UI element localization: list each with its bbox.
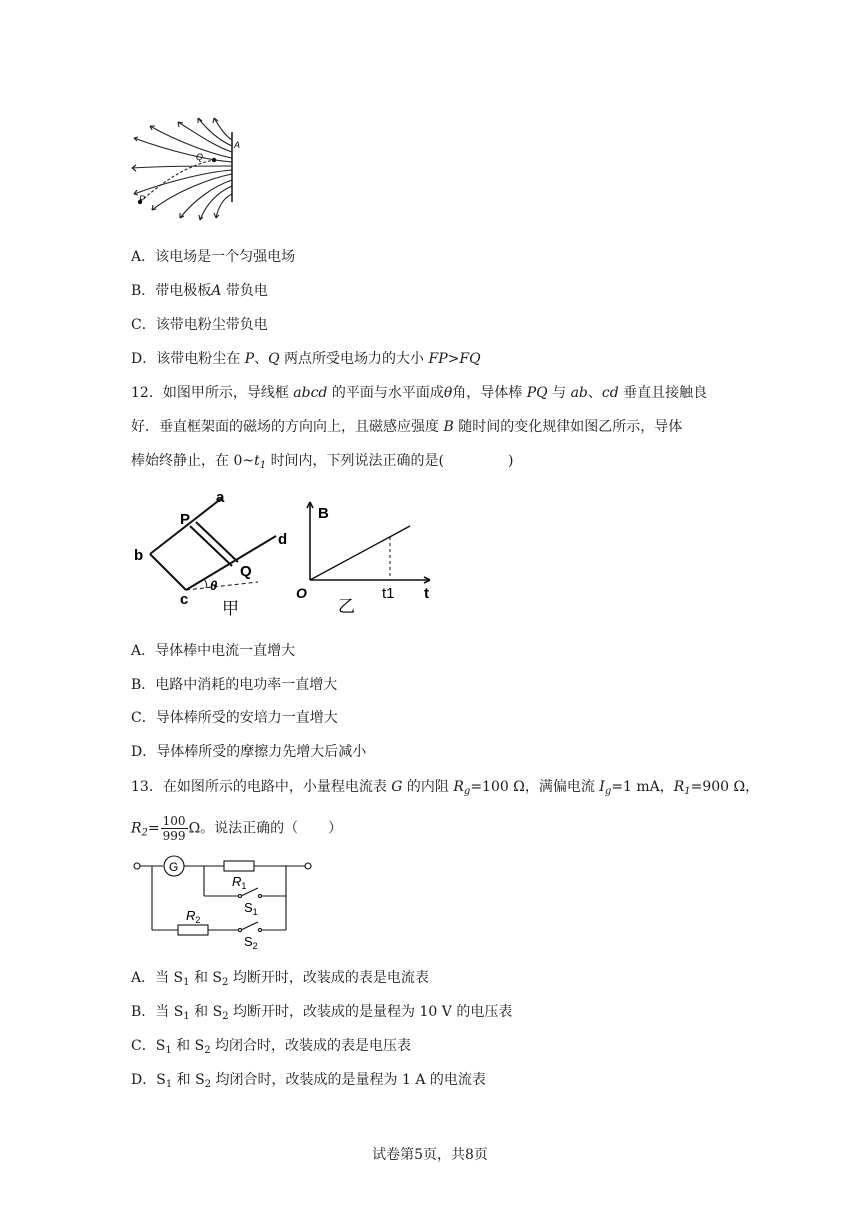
caption-yi: 乙 (338, 597, 355, 616)
var: PQ (526, 385, 548, 401)
text: 均闭合时，改装成的表是电压表 (215, 1038, 412, 1054)
sub: g (604, 786, 612, 797)
text: 、 (587, 385, 602, 401)
sub: 1 (165, 1045, 172, 1056)
q13-stem-line1 (131, 777, 759, 797)
point-p-label: P (139, 194, 146, 204)
text: 13．在如图所示的电路中，小量程电流表 (131, 779, 387, 795)
sub: 2 (204, 1079, 212, 1090)
q12-option-d: D．导体棒所受的摩擦力先增大后减小 (131, 744, 367, 760)
q12-option-b: B．电路中消耗的电功率一直增大 (131, 677, 338, 693)
label-b: b (134, 547, 144, 564)
text: =100 Ω，满偏电流 (470, 779, 595, 795)
text: 与 (552, 385, 567, 401)
text: 和 S (176, 1072, 205, 1088)
text: 带负电 (225, 283, 268, 299)
var: I (599, 779, 605, 795)
q13-option-b (131, 1002, 512, 1022)
text: 随时间的变化规律如图乙所示，导体 (458, 419, 683, 435)
numerator: 100 (162, 814, 186, 828)
q12-option-a: A．导体棒中电流一直增大 (131, 643, 296, 659)
s1: S (244, 900, 253, 915)
q11-option-b (131, 281, 268, 301)
fraction (161, 814, 188, 843)
text: 好．垂直框架面的磁场的方向向上，且磁感应强度 (131, 419, 439, 435)
text: 的平面与水平面成 (331, 385, 444, 401)
text: 时间内，下列说法正确的是( (270, 453, 445, 469)
q12-stem-line1 (131, 383, 707, 403)
sub: 1 (684, 786, 691, 797)
r2-sub: 2 (195, 915, 201, 925)
text: 和 S (193, 970, 223, 986)
q11-option-c: C．该带电粉尘带负电 (131, 317, 268, 333)
label-d: d (278, 531, 288, 548)
r2-label (186, 908, 200, 925)
expr: FP>FQ (428, 351, 481, 367)
var: G (391, 779, 403, 795)
electric-field-figure (128, 116, 240, 228)
var: B (443, 419, 454, 435)
denominator: 999 (162, 829, 186, 843)
q12-option-c: C．导体棒所受的安培力一直增大 (131, 710, 338, 726)
axis-b-label: B (318, 505, 329, 522)
text: 角，导体棒 (452, 385, 523, 401)
axis-t-label: t (424, 585, 429, 602)
text: 均闭合时，改装成的是量程为 1 A 的电流表 (215, 1072, 486, 1088)
q13-stem-line2 (131, 814, 342, 843)
text: =900 Ω， (690, 779, 760, 795)
s2-sub: 2 (252, 941, 258, 951)
var: t (254, 453, 260, 469)
text: A．当 S (131, 970, 184, 986)
text: B．当 S (131, 1004, 184, 1020)
s2: S (244, 934, 253, 949)
t1-t: t (382, 585, 387, 602)
q12-figure-jia (128, 486, 292, 620)
label-a: a (216, 489, 225, 506)
page-footer: 试卷第5页，共8页 (372, 1147, 488, 1163)
sub: g (463, 786, 471, 797)
text: 均断开时，改装成的表是电流表 (232, 970, 429, 986)
r1: R (232, 874, 242, 889)
label-theta: θ (210, 578, 218, 593)
q13-option-d (131, 1070, 486, 1090)
text: ） (328, 820, 343, 837)
s2-label (244, 934, 258, 951)
var: abcd (293, 385, 328, 401)
text: C．S (131, 1038, 166, 1054)
var: R (131, 820, 142, 837)
origin-label: O (296, 585, 307, 601)
text: = (147, 820, 160, 837)
sub: 2 (141, 827, 148, 839)
text: D．S (131, 1072, 166, 1088)
text: 两点所受电场力的大小 (284, 351, 425, 367)
q12-stem-line3 (131, 451, 514, 471)
sub: 1 (259, 460, 267, 471)
sub: 2 (204, 1045, 211, 1056)
point-q-label: Q (196, 152, 204, 162)
s1-sub: 1 (252, 907, 258, 917)
text: 棒始终静止，在 0~ (131, 453, 255, 469)
text: B．带电极板 (131, 283, 212, 299)
text: 的内阻 (406, 779, 449, 795)
r1-label (232, 874, 246, 891)
text: Ω。说法正确的（ (188, 820, 299, 837)
text: 、 (254, 351, 269, 367)
q13-circuit-figure (128, 850, 320, 954)
q12-figure-yi (292, 496, 438, 620)
label-p: P (180, 511, 191, 528)
q11-option-d (131, 349, 481, 369)
var: ab (570, 385, 588, 401)
var: P (244, 351, 255, 367)
text: 和 S (194, 1004, 223, 1020)
caption-jia: 甲 (222, 599, 239, 618)
q13-option-a (131, 968, 429, 988)
q13-option-c (131, 1036, 411, 1056)
sub: 2 (222, 1011, 229, 1022)
text: 12．如图甲所示，导线框 (131, 385, 289, 401)
var: A (211, 283, 222, 299)
var: cd (601, 385, 619, 401)
var: Q (268, 351, 280, 367)
t1-sub: 1 (386, 585, 395, 602)
text: 和 S (176, 1038, 205, 1054)
galvanometer-label: G (169, 860, 179, 874)
var: θ (443, 385, 453, 401)
label-c: c (180, 591, 189, 608)
var: R (453, 779, 464, 795)
r1-sub: 1 (241, 881, 247, 891)
text: 垂直且接触良 (623, 385, 708, 401)
var: R (673, 779, 685, 795)
t1-label (382, 585, 395, 602)
sub: 1 (183, 1011, 190, 1022)
plate-a-label: A (234, 140, 240, 150)
text: 均断开时，改装成的是量程为 10 V 的电压表 (233, 1004, 513, 1020)
text: D．该带电粉尘在 (131, 351, 241, 367)
sub: 2 (222, 977, 229, 988)
q12-stem-line2 (131, 417, 682, 437)
q11-option-a: A．该电场是一个匀强电场 (131, 249, 296, 265)
label-q: Q (240, 563, 252, 580)
s1-label (244, 900, 258, 917)
text: ) (508, 453, 514, 469)
text: =1 mA， (611, 779, 674, 795)
sub: 1 (165, 1079, 173, 1090)
r2: R (186, 908, 196, 923)
sub: 1 (183, 977, 190, 988)
